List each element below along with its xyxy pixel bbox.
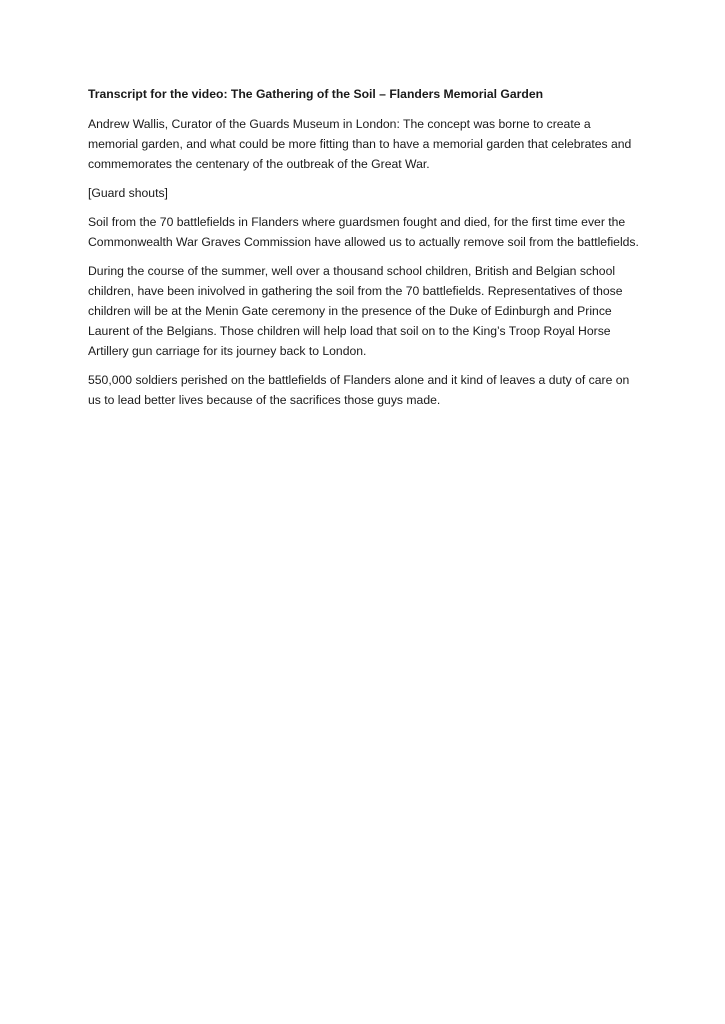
paragraph-soldiers: 550,000 soldiers perished on the battlefields of Flanders alone and it kind of leaves a duty of care on us to lead better lives because of the sacrifices those guys made.	[88, 373, 630, 407]
paragraph-guard-shouts: [Guard shouts]	[88, 186, 168, 200]
paragraph-intro: Andrew Wallis, Curator of the Guards Museum in London: The concept was borne to create a memorial garden, and what could be more fitting than to have a memorial garden that celebrates and commemorates the centenary of the outbreak of the Great War.	[88, 117, 632, 171]
paragraph-soil: Soil from the 70 battlefields in Flanders where guardsmen fought and died, for the first time ever the Commonwealth War Graves Commission have allowed us to actually remove soil from the battlefields.	[88, 215, 639, 249]
paragraph-children: During the course of the summer, well over a thousand school children, British and Belgian school children, have been inivolved in gathering the soil from the 70 battlefields. Representatives of those children will be at the Menin Gate ceremony in the presence of the Duke of Edinburgh and Prince Laurent of the Belgians. Those children will help load that soil on to the King’s Troop Royal Horse Artillery gun carriage for its journey back to London.	[88, 264, 623, 358]
document-body	[88, 84, 644, 419]
document-title: Transcript for the video: The Gathering of the Soil – Flanders Memorial Garden	[88, 87, 544, 101]
